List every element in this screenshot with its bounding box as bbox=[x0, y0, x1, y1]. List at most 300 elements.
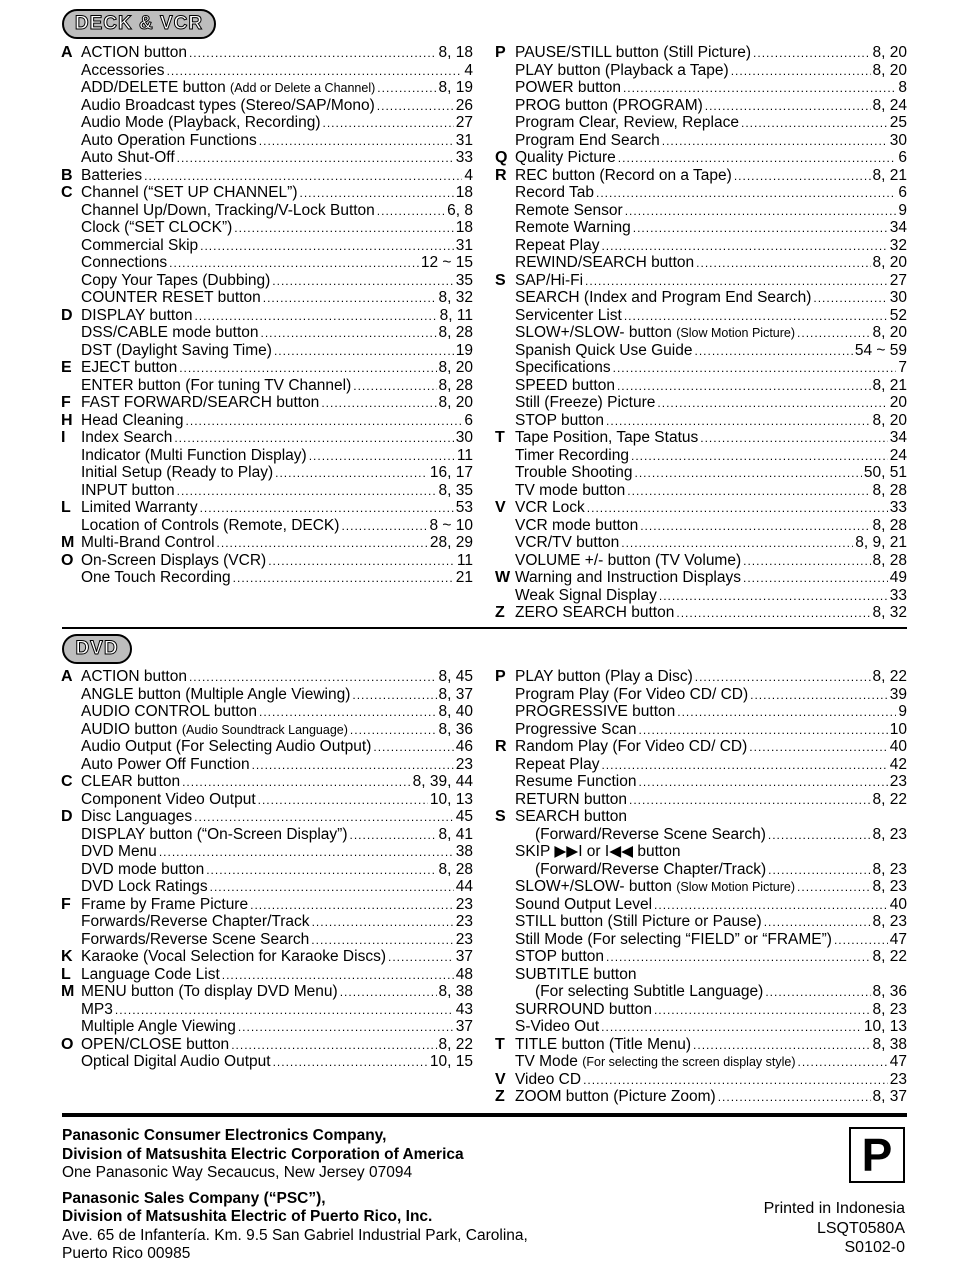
index-entry bbox=[515, 878, 907, 896]
index-entry bbox=[81, 62, 473, 80]
entry-label bbox=[81, 184, 298, 202]
index-entry bbox=[515, 342, 907, 360]
dot-leader bbox=[696, 255, 870, 273]
dot-leader bbox=[259, 704, 437, 722]
entry-label-text: STILL button (Still Picture or Pause) bbox=[515, 913, 762, 930]
page-numbers: 7 bbox=[898, 359, 907, 376]
entry-label-text: PROG button (PROGRAM) bbox=[515, 96, 703, 114]
entry-label bbox=[81, 861, 204, 879]
index-entry bbox=[81, 237, 473, 255]
index-entry bbox=[515, 447, 907, 465]
dot-leader bbox=[638, 722, 887, 740]
entry-label-text: Repeat Play bbox=[515, 755, 600, 773]
dot-leader bbox=[377, 98, 454, 116]
dot-leader bbox=[186, 413, 463, 431]
entry-label bbox=[515, 324, 795, 343]
index-entry bbox=[61, 965, 473, 984]
entry-label bbox=[81, 149, 175, 167]
dot-leader bbox=[606, 949, 870, 967]
page-numbers: 8, 45 bbox=[438, 668, 473, 685]
dot-leader bbox=[300, 185, 454, 203]
entry-label bbox=[81, 202, 375, 220]
entry-label-text: Warning and Instruction Displays bbox=[515, 569, 741, 586]
index-letter: C bbox=[61, 184, 73, 201]
entry-label-text: INPUT button bbox=[81, 481, 175, 499]
index-entry bbox=[515, 913, 907, 931]
dot-leader bbox=[189, 669, 437, 687]
entry-label bbox=[81, 429, 172, 447]
entry-label bbox=[515, 1088, 716, 1106]
entry-label-text: (For selecting Subtitle Language) bbox=[535, 983, 764, 1000]
dot-leader bbox=[353, 378, 436, 396]
entry-label-text: Multiple Angle Viewing bbox=[81, 1018, 236, 1035]
entry-label-text: RETURN button bbox=[515, 790, 627, 808]
dot-leader bbox=[585, 273, 888, 291]
entry-label-text: ZERO SEARCH button bbox=[515, 604, 675, 621]
entry-label-text: AUDIO CONTROL button bbox=[81, 703, 258, 720]
dot-leader bbox=[662, 133, 888, 151]
dot-leader bbox=[200, 238, 454, 256]
index-letter: D bbox=[61, 306, 73, 324]
dot-leader bbox=[705, 98, 871, 116]
entry-label bbox=[515, 97, 703, 115]
index-entry bbox=[515, 686, 907, 704]
entry-label-text: SKIP ▶▶I or I◀◀ button bbox=[515, 843, 681, 860]
dot-leader bbox=[621, 535, 853, 553]
model-code: LSQT0580A bbox=[816, 1219, 905, 1237]
entry-label bbox=[515, 342, 692, 360]
entry-label-text: Multi-Brand Control bbox=[81, 534, 215, 551]
page-numbers: 11 bbox=[456, 551, 473, 569]
index-entry bbox=[515, 324, 907, 342]
index-letter: M bbox=[61, 983, 75, 1000]
index-entry bbox=[61, 394, 473, 412]
entry-label bbox=[81, 791, 256, 809]
entry-label-text: S-Video Out bbox=[515, 1018, 600, 1035]
entry-label bbox=[515, 668, 693, 686]
dot-leader bbox=[768, 827, 871, 845]
entry-label-text: SURROUND button bbox=[515, 1000, 652, 1018]
index-entry bbox=[61, 808, 473, 826]
index-entry bbox=[515, 756, 907, 774]
index-entry bbox=[81, 703, 473, 721]
entry-label bbox=[515, 721, 636, 739]
page-numbers: 8, 20 bbox=[872, 254, 907, 271]
page-numbers: 8, 38 bbox=[872, 1035, 907, 1053]
page-numbers: 21 bbox=[455, 569, 473, 586]
entry-label-text: Remote Sensor bbox=[515, 201, 623, 219]
dot-leader bbox=[377, 203, 445, 221]
index-letter: L bbox=[61, 499, 71, 516]
page-numbers: 32 bbox=[889, 236, 907, 254]
index-entry bbox=[61, 44, 473, 62]
entry-label-text: Component Video Output bbox=[81, 790, 256, 808]
index-entry bbox=[81, 342, 473, 360]
entry-label-text: ACTION button bbox=[81, 44, 187, 61]
entry-label bbox=[81, 721, 348, 740]
entry-label-text: On-Screen Displays (VCR) bbox=[81, 551, 267, 569]
entry-label bbox=[515, 878, 795, 897]
dot-leader bbox=[261, 325, 437, 343]
entry-label-text: Forwards/Reverse Chapter/Track bbox=[81, 913, 310, 930]
dot-leader bbox=[115, 1002, 454, 1020]
page-numbers: 8, 32 bbox=[438, 289, 473, 306]
entry-label bbox=[515, 569, 741, 587]
page-numbers: 8, 21 bbox=[872, 166, 907, 184]
index-entry bbox=[515, 1001, 907, 1019]
dot-leader bbox=[349, 827, 436, 845]
entry-label-text: CLEAR button bbox=[81, 773, 181, 790]
dot-leader bbox=[233, 570, 454, 588]
index-entry bbox=[81, 447, 473, 465]
company1-division: Division of Matsushita Electric Corporation of America bbox=[62, 1145, 464, 1163]
entry-label bbox=[515, 1018, 599, 1036]
dot-leader bbox=[272, 273, 453, 291]
dot-leader bbox=[601, 238, 887, 256]
entry-label-text: One Touch Recording bbox=[81, 569, 231, 586]
index-letter: F bbox=[61, 895, 71, 913]
entry-label bbox=[81, 79, 375, 98]
entry-label-text: FAST FORWARD/SEARCH button bbox=[81, 394, 320, 411]
entry-label bbox=[81, 237, 198, 255]
entry-label-text: Specifications bbox=[515, 359, 611, 376]
dot-leader bbox=[350, 722, 437, 740]
dot-leader bbox=[677, 704, 896, 722]
index-entry bbox=[495, 668, 907, 686]
index-entry bbox=[81, 97, 473, 115]
entry-label bbox=[515, 499, 585, 517]
dot-leader bbox=[734, 168, 871, 186]
index-entry bbox=[81, 517, 473, 535]
dot-leader bbox=[222, 967, 454, 985]
entry-label-text: TV mode button bbox=[515, 481, 626, 499]
index-entry bbox=[495, 149, 907, 167]
index-entry bbox=[81, 464, 473, 482]
index-letter: E bbox=[61, 359, 72, 376]
page-numbers: 33 bbox=[455, 149, 473, 166]
entry-label-text: Batteries bbox=[81, 166, 143, 184]
entry-label bbox=[515, 756, 599, 774]
entry-label-note: (Audio Soundtrack Language) bbox=[181, 722, 348, 737]
page-numbers: 8, 20 bbox=[872, 44, 907, 61]
entry-label-text: Program End Search bbox=[515, 131, 660, 149]
entry-label-text: Auto Power Off Function bbox=[81, 755, 250, 773]
entry-label bbox=[81, 377, 351, 395]
entry-label bbox=[515, 896, 652, 914]
entry-label bbox=[515, 114, 739, 132]
page-numbers: 28, 29 bbox=[429, 534, 473, 551]
entry-label-note: (Slow Motion Picture) bbox=[676, 326, 796, 340]
section-divider bbox=[62, 627, 907, 629]
page-numbers: 9 bbox=[898, 703, 907, 720]
entry-label-text: Location of Controls (Remote, DECK) bbox=[81, 516, 340, 534]
index-entry bbox=[81, 826, 473, 844]
entry-label bbox=[515, 132, 660, 150]
entry-label bbox=[515, 534, 619, 552]
entry-label-text: SLOW+/SLOW- button bbox=[515, 324, 672, 341]
dot-leader bbox=[627, 483, 870, 501]
entry-label bbox=[81, 552, 266, 570]
entry-label bbox=[515, 412, 604, 430]
index-entry bbox=[515, 97, 907, 115]
entry-label-text: Remote Warning bbox=[515, 219, 631, 236]
page-numbers: 8, 22 bbox=[872, 790, 907, 808]
entry-label bbox=[81, 359, 177, 377]
dot-leader bbox=[309, 448, 455, 466]
entry-label bbox=[81, 983, 338, 1001]
entry-label-text: Still Mode (For selecting “FIELD” or “FRAME”) bbox=[515, 930, 832, 948]
page-numbers: 8, 23 bbox=[872, 1000, 907, 1018]
page-numbers: 6, 8 bbox=[447, 201, 473, 219]
page-numbers: 8 ~ 10 bbox=[429, 516, 473, 534]
index-entry bbox=[515, 861, 907, 879]
entry-label-text: MP3 bbox=[81, 1000, 113, 1018]
index-entry bbox=[81, 913, 473, 931]
index-entry bbox=[515, 62, 907, 80]
index-entry bbox=[515, 552, 907, 570]
page-numbers: 4 bbox=[464, 61, 473, 79]
index-entry bbox=[61, 166, 473, 185]
entry-label-text: PLAY button (Playback a Tape) bbox=[515, 61, 729, 79]
entry-label-text: MENU button (To display DVD Menu) bbox=[81, 983, 338, 1000]
page-numbers: 8, 23 bbox=[872, 860, 907, 878]
entry-label bbox=[515, 202, 623, 220]
entry-label bbox=[81, 219, 232, 237]
page-numbers: 23 bbox=[889, 1070, 907, 1088]
index-entry bbox=[515, 114, 907, 132]
entry-label-text: DVD mode button bbox=[81, 860, 205, 878]
page-numbers: 8, 37 bbox=[872, 1088, 907, 1105]
index-entry bbox=[81, 878, 473, 896]
entry-label-text: PAUSE/STILL button (Still Picture) bbox=[515, 44, 752, 61]
index-entry bbox=[81, 686, 473, 704]
index-entry bbox=[61, 534, 473, 552]
index-entry bbox=[515, 896, 907, 914]
index-entry bbox=[61, 184, 473, 202]
entry-label-text: Program Play (For Video CD/ CD) bbox=[515, 685, 749, 703]
deck-right-column bbox=[495, 44, 907, 622]
index-letter: R bbox=[495, 166, 507, 184]
entry-label-note: (Add or Delete a Channel) bbox=[230, 81, 376, 95]
index-entry bbox=[61, 668, 473, 686]
page-numbers: 8, 24 bbox=[872, 96, 907, 114]
page-numbers: 8, 28 bbox=[438, 324, 473, 341]
index-entry bbox=[515, 773, 907, 791]
index-letter: S bbox=[495, 271, 506, 289]
page-numbers: 31 bbox=[455, 131, 473, 149]
page-numbers: 54 ~ 59 bbox=[854, 341, 907, 359]
index-entry bbox=[81, 272, 473, 290]
page-numbers: 20 bbox=[889, 394, 907, 411]
entry-label-text: DVD Menu bbox=[81, 843, 157, 860]
entry-label bbox=[81, 167, 142, 185]
page-numbers: 40 bbox=[889, 895, 907, 913]
index-letter: K bbox=[61, 948, 73, 965]
page-numbers: 8, 22 bbox=[872, 668, 907, 685]
page-numbers: 8, 36 bbox=[438, 720, 473, 738]
entry-label bbox=[81, 272, 270, 290]
entry-label bbox=[515, 482, 625, 500]
index-entry bbox=[81, 149, 473, 167]
index-entry bbox=[81, 132, 473, 150]
dot-leader bbox=[373, 739, 453, 757]
page-numbers: 23 bbox=[455, 755, 473, 773]
dot-leader bbox=[321, 395, 436, 413]
dot-leader bbox=[167, 63, 463, 81]
index-entry bbox=[515, 289, 907, 307]
dot-leader bbox=[601, 1019, 862, 1037]
entry-label bbox=[515, 289, 811, 307]
entry-label bbox=[81, 703, 257, 721]
page-numbers: 23 bbox=[455, 895, 473, 913]
page-numbers: 8, 36 bbox=[872, 983, 907, 1000]
entry-label bbox=[515, 272, 583, 290]
page-numbers: 8, 11 bbox=[439, 306, 473, 324]
dot-leader bbox=[813, 290, 887, 308]
index-letter: B bbox=[61, 166, 73, 184]
dot-leader bbox=[613, 360, 897, 378]
page-numbers: 37 bbox=[455, 1018, 473, 1035]
company2-division: Division of Matsushita Electric of Puerto Rico, Inc. bbox=[62, 1208, 433, 1225]
index-letter: F bbox=[61, 394, 71, 411]
entry-label bbox=[81, 773, 180, 791]
entry-label-text: VCR Lock bbox=[515, 499, 585, 516]
entry-label-text: Audio Broadcast types (Stereo/SAP/Mono) bbox=[81, 96, 375, 114]
entry-label bbox=[515, 738, 747, 756]
entry-label-text: Servicenter List bbox=[515, 306, 622, 324]
page-numbers: 8, 20 bbox=[872, 61, 907, 79]
entry-label-text: Tape Position, Tape Status bbox=[515, 429, 699, 446]
page-numbers: 8, 23 bbox=[872, 878, 907, 895]
entry-label bbox=[81, 114, 321, 132]
logo-letter: P bbox=[861, 1129, 893, 1181]
index-entry bbox=[515, 219, 907, 237]
index-entry bbox=[81, 791, 473, 809]
printed-in: Printed in Indonesia bbox=[763, 1200, 905, 1217]
index-letter: S bbox=[495, 808, 506, 825]
entry-label bbox=[81, 307, 192, 325]
entry-label bbox=[81, 569, 231, 587]
entry-label bbox=[515, 948, 604, 966]
entry-label bbox=[81, 966, 220, 984]
dot-leader bbox=[323, 115, 454, 133]
entry-label bbox=[81, 97, 375, 115]
entry-label bbox=[515, 429, 698, 447]
dot-leader bbox=[694, 343, 852, 361]
dot-leader bbox=[693, 1037, 870, 1055]
dot-leader bbox=[238, 1019, 454, 1037]
index-entry bbox=[515, 703, 907, 721]
dot-leader bbox=[268, 553, 455, 571]
entry-label-text: Initial Setup (Ready to Play) bbox=[81, 464, 274, 481]
entry-label-text: Clock (“SET CLOCK”) bbox=[81, 219, 233, 236]
entry-label bbox=[515, 237, 599, 255]
entry-label-text: Repeat Play bbox=[515, 236, 600, 254]
page-numbers: 10, 13 bbox=[863, 1018, 907, 1035]
page-numbers: 49 bbox=[889, 569, 907, 586]
entry-label bbox=[515, 966, 636, 984]
page-numbers: 8, 20 bbox=[438, 359, 473, 376]
dot-leader bbox=[250, 897, 454, 915]
entry-label bbox=[515, 377, 615, 395]
entry-label bbox=[81, 499, 198, 517]
footer-divider bbox=[62, 1113, 907, 1117]
page-numbers: 10 bbox=[889, 720, 907, 738]
dot-leader bbox=[210, 879, 454, 897]
dot-leader bbox=[629, 792, 871, 810]
dot-leader bbox=[638, 774, 887, 792]
index-entry bbox=[81, 721, 473, 739]
page-numbers: 6 bbox=[898, 149, 907, 166]
page-numbers: 30 bbox=[889, 131, 907, 149]
dot-leader bbox=[206, 862, 436, 880]
entry-label bbox=[515, 791, 627, 809]
company2-name: Panasonic Sales Company (“PSC”), bbox=[62, 1189, 326, 1207]
page-numbers: 37 bbox=[455, 948, 473, 965]
dot-leader bbox=[741, 115, 888, 133]
dot-leader bbox=[634, 465, 861, 483]
index-entry bbox=[515, 534, 907, 552]
index-entry bbox=[81, 1018, 473, 1036]
entry-label-text: VCR mode button bbox=[515, 516, 639, 534]
entry-label-text: Record Tab bbox=[515, 184, 594, 201]
page-numbers: 8, 20 bbox=[872, 324, 907, 341]
page-numbers: 31 bbox=[455, 236, 473, 254]
entry-label-text: Optical Digital Audio Output bbox=[81, 1053, 271, 1070]
page-numbers: 33 bbox=[889, 499, 907, 516]
entry-label-text: DISPLAY button (“On-Screen Display”) bbox=[81, 825, 348, 843]
entry-label-text: Language Code List bbox=[81, 965, 220, 983]
index-entry bbox=[81, 931, 473, 949]
index-entry bbox=[515, 517, 907, 535]
entry-label-text: Index Search bbox=[81, 429, 173, 446]
entry-label-text: ANGLE button (Multiple Angle Viewing) bbox=[81, 685, 351, 703]
entry-label-text: REC button (Record on a Tape) bbox=[515, 166, 732, 184]
entry-label-text: Progressive Scan bbox=[515, 720, 637, 738]
entry-label-text: Connections bbox=[81, 254, 168, 271]
index-entry bbox=[515, 359, 907, 377]
dot-leader bbox=[169, 255, 419, 273]
entry-label-text: DVD Lock Ratings bbox=[81, 878, 208, 895]
dot-leader bbox=[179, 360, 436, 378]
entry-label bbox=[81, 342, 272, 360]
entry-label-text: Random Play (For Video CD/ CD) bbox=[515, 738, 748, 755]
entry-label bbox=[81, 394, 319, 412]
index-entry bbox=[515, 184, 907, 202]
page-numbers: 23 bbox=[889, 773, 907, 790]
index-entry bbox=[81, 79, 473, 97]
entry-label-text: Video CD bbox=[515, 1070, 582, 1088]
dot-leader bbox=[194, 809, 454, 827]
page-numbers: 8, 28 bbox=[872, 481, 907, 499]
index-entry bbox=[515, 948, 907, 966]
index-entry bbox=[61, 773, 473, 791]
entry-label-text: COUNTER RESET button bbox=[81, 289, 261, 306]
index-letter: O bbox=[61, 551, 74, 569]
entry-label bbox=[515, 808, 627, 826]
entry-label bbox=[535, 826, 766, 844]
company2-address-line1: Ave. 65 de Infantería. Km. 9.5 San Gabriel Industrial Park, Carolina, bbox=[62, 1226, 528, 1244]
entry-label bbox=[515, 703, 675, 721]
index-entry bbox=[61, 499, 473, 517]
entry-label bbox=[515, 1036, 691, 1054]
company1-address: One Panasonic Way Secaucus, New Jersey 07094 bbox=[62, 1164, 413, 1181]
dot-leader bbox=[252, 757, 454, 775]
dot-leader bbox=[231, 1037, 436, 1055]
entry-label-text: Limited Warranty bbox=[81, 499, 198, 516]
entry-label-text: Auto Operation Functions bbox=[81, 131, 257, 149]
dot-leader bbox=[194, 308, 437, 326]
